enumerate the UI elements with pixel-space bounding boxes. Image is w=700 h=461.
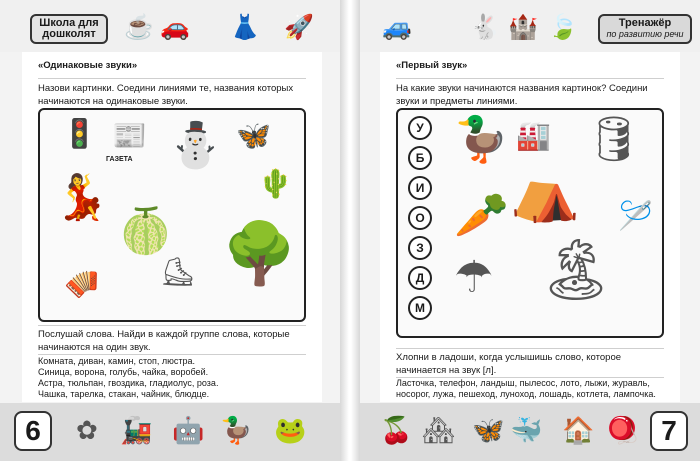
car-icon: 🚗 xyxy=(160,14,190,41)
right-footer xyxy=(360,403,700,461)
letter-column xyxy=(408,116,436,326)
flower-icon: ✿ xyxy=(76,415,98,445)
right-header-band xyxy=(360,0,700,52)
word-line: Синица, ворона, голубь, чайка, воробей. xyxy=(38,367,209,377)
divider xyxy=(396,348,664,349)
palm-island-icon: 🏝 xyxy=(538,236,615,303)
rocket-icon: 🚀 xyxy=(284,14,314,41)
snowman-icon: ⛄ xyxy=(168,121,223,170)
cherry-icon: 🍒 xyxy=(380,415,413,445)
birdhouse-icon: 🏠 xyxy=(562,415,595,445)
melon-icon: 🍈 xyxy=(118,207,173,256)
divider xyxy=(396,78,664,79)
dress-icon: 👗 xyxy=(230,14,260,41)
cup-icon: ☕ xyxy=(124,14,154,41)
divider xyxy=(38,325,306,326)
trainer-badge-line-1: Тренажёр xyxy=(618,17,672,29)
letter-circle: З xyxy=(408,236,432,260)
left-instruction: Назови картинки. Соедини линиями те, названия которых начинаются на одинаковые звуки. xyxy=(38,83,294,107)
word-line: Чашка, тарелка, стакан, чайник, блюдце. xyxy=(38,389,210,399)
right-instruction: На какие звуки начинаются названия картинок? Соедини звуки и предметы линиями. xyxy=(396,83,648,107)
newspaper-label: ГАЗЕТА xyxy=(106,156,133,163)
left-instruction-2: Послушай слова. Найди в каждой группе слова, которые начинаются на один звук. xyxy=(38,329,290,353)
left-word-list xyxy=(38,356,306,400)
left-section-title: «Одинаковые звуки» xyxy=(38,60,138,71)
left-header-band xyxy=(0,0,340,52)
frog-icon: 🐸 xyxy=(274,415,307,445)
word-line: Комната, диван, камин, стоп, люстра. xyxy=(38,356,196,366)
duck-icon: 🦆 xyxy=(454,115,509,164)
car-outline-icon: 🚙 xyxy=(382,14,412,41)
word-line: Астра, тюльпан, гвоздика, гладиолус, роза. xyxy=(38,378,219,388)
ballerina-icon: 💃 xyxy=(54,173,109,222)
school-badge xyxy=(30,14,108,44)
right-instruction-2: Хлопни в ладоши, когда услышишь слово, которое начинается на звук [л]. xyxy=(396,352,622,376)
castle-icon: 🏰 xyxy=(508,14,538,41)
word-line: Ласточка, телефон, ландыш, пылесос, лото, лыжи, журавль, xyxy=(396,378,650,388)
duck-toy-icon: 🦆 xyxy=(220,415,253,445)
left-picture-frame xyxy=(38,108,306,322)
left-content xyxy=(22,52,322,402)
page-number: 6 xyxy=(14,411,52,451)
spinning-top-icon: 🪀 xyxy=(606,415,639,445)
left-footer xyxy=(0,403,340,461)
letter-circle: У xyxy=(408,116,432,140)
trainer-badge xyxy=(598,14,692,44)
left-page xyxy=(0,0,340,461)
letter-circle: Д xyxy=(408,266,432,290)
traffic-light-icon: 🚦 xyxy=(62,118,97,149)
letter-circle: М xyxy=(408,296,432,320)
barrel-icon: 🛢 xyxy=(586,115,642,164)
accordion-icon: 🪗 xyxy=(64,268,99,299)
robot-icon: 🤖 xyxy=(172,415,205,445)
smoke-chimney-icon: 🏭 xyxy=(516,120,551,151)
trainer-badge-line-2: по развитию речи xyxy=(606,29,684,39)
butterfly-small-icon: 🦋 xyxy=(472,415,505,445)
book-spine xyxy=(340,0,360,461)
house-icon: 🏘 xyxy=(422,415,456,445)
page-number: 7 xyxy=(650,411,688,451)
butterfly-icon: 🦋 xyxy=(236,120,271,151)
right-content xyxy=(380,52,680,402)
school-badge-line-2: дошколят xyxy=(42,28,96,40)
needle-icon: 🪡 xyxy=(618,200,653,231)
umbrella-icon: ☂ xyxy=(454,253,494,302)
leaf-icon: 🍃 xyxy=(548,14,578,41)
school-badge-line-1: Школа для xyxy=(39,17,99,29)
tree-icon: 🌳 xyxy=(222,220,297,287)
letter-circle: И xyxy=(408,176,432,200)
cactus-icon: 🌵 xyxy=(258,168,293,199)
rabbit-icon: 🐇 xyxy=(470,14,500,41)
train-icon: 🚂 xyxy=(120,415,153,445)
right-page xyxy=(360,0,700,461)
carrot-icon: 🥕 xyxy=(454,191,509,240)
right-word-list xyxy=(396,378,664,400)
letter-circle: О xyxy=(408,206,432,230)
newspaper-icon: 📰 xyxy=(112,120,147,151)
divider xyxy=(38,78,306,79)
right-picture-frame xyxy=(396,108,664,338)
divider xyxy=(38,354,306,355)
letter-circle: Б xyxy=(408,146,432,170)
word-line: носорог, лужа, пешеход, луноход, лошадь, котлета, лампочка. xyxy=(396,389,656,399)
skate-icon: ⛸ xyxy=(160,256,196,287)
whale-icon: 🐳 xyxy=(510,415,543,445)
tent-house-icon: ⛺ xyxy=(510,160,580,223)
right-section-title: «Первый звук» xyxy=(396,60,468,71)
